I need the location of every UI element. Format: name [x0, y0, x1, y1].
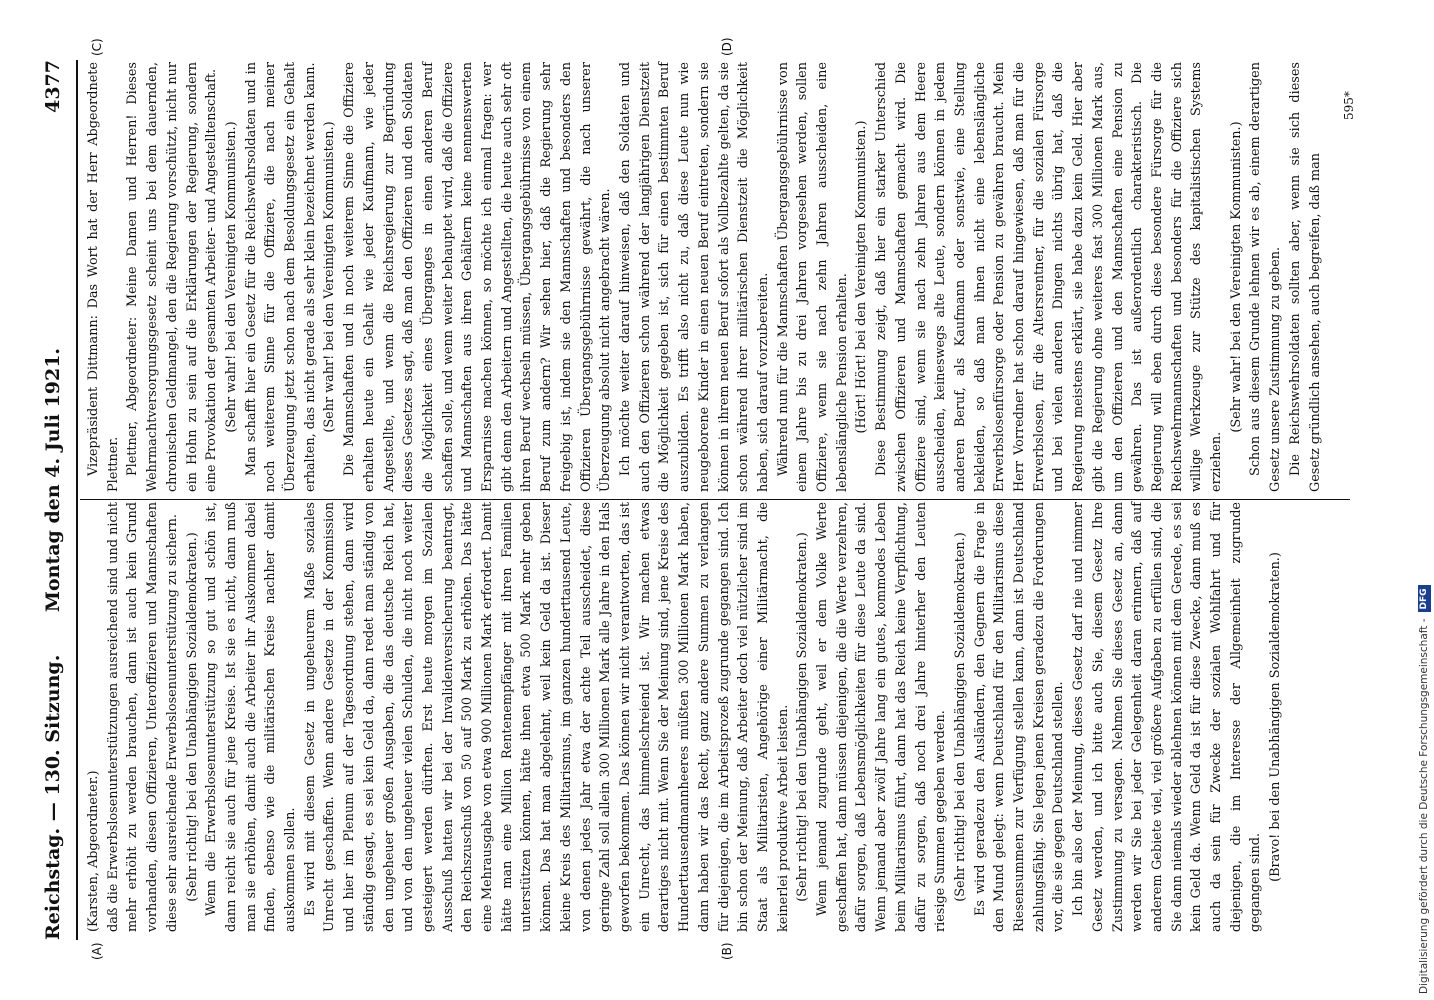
paragraph: Plettner, Abgeordneter: Meine Damen und Herren! Dieses Wehrmachtversorgungsgesetz scheint uns bei dem dauernden, chronischen Geldmangel, den die Regierung vorschützt, nicht nur ein Hohn zu sein auf die Erklärungen der Regierung, sondern eine Provokation der gesamten Arbeiter- und Angestelltenschaft. [125, 62, 220, 492]
page-number: 4377 [42, 60, 64, 113]
page-header [42, 60, 72, 940]
credit-text: Digitalisierung gefördert durch die Deutsche Forschungsgemeinschaft - [1418, 618, 1430, 994]
header-left: Reichstag. — 130. Sitzung. [42, 654, 64, 940]
paragraph: Vizepräsident Dittmann: Das Wort hat der Herr Abgeordnete Plettner. [86, 62, 121, 492]
paragraph: Ich möchte weiter darauf hinweisen, daß den Soldaten und auch den Offizieren schon während der langjährigen Dienstzeit die Möglichkeit gegeben ist, sich für einen bestimmten Beruf auszubilden. Es trifft also nicht zu, daß diese Leute nun wie neugeborene Kinder in einen neuen Beruf eintreten, sondern sie können in ihrem neuen Beruf sofort als Vollbezahlte gelten, da sie schon während ihrer militärischen Dienstzeit die Möglichkeit haben, sich darauf vorzubereiten. [617, 62, 771, 492]
interjection: (Bravo! bei den Unabhängigen Sozialdemokraten.) [1268, 552, 1284, 882]
header-date: Montag den 4. Juli 1921. [42, 347, 64, 613]
interjection: (Sehr richtig! bei den Unabhängigen Sozialdemokraten.) [795, 532, 811, 902]
interjection: (Sehr richtig! bei den Unabhängigen Sozialdemokraten.) [952, 532, 968, 902]
paragraph: Die Mannschaften und in noch weiterem Sinne die Offiziere erhalten heute ein Gehalt wie jeder Kaufmann, wie jeder Angestellte, und wenn die Reichsregierung zur Begründung dieses Gesetzes sagt, daß man den Offizieren und den Soldaten die Möglichkeit eines Überganges in einen anderen Beruf schaffen solle, und wenn weiter behauptet wird, daß die Offiziere und Mannschaften aus ihren Gehältern keine nennenswerten Ersparnisse machen können, so möchte ich einmal fragen: wer gibt denn den Arbeitern und Angestellten, die heute auch sehr oft ihren Beruf wechseln müssen, Übergangsgebührnisse von einem Beruf zum andern? Wir sehen hier, daß die Regierung sehr freigebig ist, indem sie den Mannschaften und besonders den Offizieren Übergangsgebührnisse gewährt, die nach unserer Überzeugung absolut nicht angebracht wären. [342, 62, 614, 492]
paragraph: Es wird mit diesem Gesetz in ungeheurem Maße soziales Unrecht geschaffen. Wenn andere Gesetze in der Kommission und hier im Plenum auf der Tagesordnung stehen, dann wird ständig gesagt, es sei kein Geld da, dann redet man ständig von den ungeheuer großen Ausgaben, die das deutsche Reich hat, und von den ungeheuer vielen Schulden, die nicht noch weiter gesteigert werden dürften. Erst heute morgen im Sozialen Ausschuß hatten wir bei der Invalidenversicherung beantragt, den Reichszuschuß von 50 auf 500 Mark zu erhöhen. Das hätte eine Mehrausgabe von etwa 900 Millionen Mark erfordert. Damit hätte man eine Million Rentenempfänger mit ihren Familien unterstützen können, hätte ihnen etwa 500 Mark mehr geben können. Das hat man abgelehnt, weil kein Geld da ist. Dieser kleine Kreis des Militarismus, im ganzen hunderttausend Leute, von denen jedes Jahr etwa der achte Teil ausscheidet, diese geringe Zahl soll allein 300 Millionen Mark alle Jahre in den Hals geworfen bekommen. Das können wir nicht verantworten, das ist ein Unrecht, das himmelschreiend ist. Wir machen etwas derartiges nicht mit. Wenn Sie der Meinung sind, jene Kreise des Hunderttausendmannheeres müßten 300 Millionen Mark haben, dann haben wir das Recht, ganz andere Summen zu verlangen für diejenigen, die im Arbeitsprozeß zugrunde gegangen sind. Ich bin schon der Meinung, daß Arbeiter doch viel nützlicher sind im Staat als Militaristen, Angehörige einer Militärmacht, die keinerlei produktive Arbeit leisten. [302, 502, 791, 932]
dfg-logo: DFG [1418, 585, 1431, 612]
paragraph: Diese Bestimmung zeigt, daß hier ein starker Unterschied zwischen Offizieren und Mannschaften gemacht wird. Die Offiziere sind, wenn sie nach zehn Jahren aus dem Heere ausscheiden, keineswegs alte Leute, sondern können in jedem anderen Beruf, als Kaufmann oder sonstwie, eine Stellung bekleiden, so daß man ihnen nicht eine lebenslängliche Erwerbslosenfürsorge oder Pension zu gewähren braucht. Mein Herr Vorredner hat schon darauf hingewiesen, daß man für die Erwerbslosen, für die Altersrentner, für die sozialen Fürsorge und bei vielen anderen Dingen nichts übrig hat, daß die Regierung meistens erklärt, sie habe dazu kein Geld. Hier aber gibt die Regierung ohne weiteres fast 300 Millionen Mark aus, um den Offizieren und den Mannschaften eine Pension zu gewähren. Das ist außerordentlich charakteristisch. Die Regierung will eben durch diese besondere Fürsorge für die Reichswehrmannschaften und besonders für die Offiziere sich willige Werkzeuge zur Stütze des kapitalistischen Systems erziehen. [874, 62, 1225, 492]
footer-number: 595* [1342, 91, 1356, 120]
interjection: (Sehr richtig! bei den Unabhängigen Sozialdemokraten.) [184, 532, 200, 902]
interjection: (Sehr wahr! bei den Vereinigten Kommunisten.) [223, 121, 239, 433]
paragraph: Wenn die Erwerbslosenunterstützung so gut und schön ist, dann reicht sie auch für jene Kreise. Ist sie es nicht, dann muß man sie erhöhen, damit auch die Arbeiter ihr Auskommen dabei finden, ebenso wie die militärischen Kreise nachher damit auskommen sollen. [204, 502, 299, 932]
paragraph: (Karsten, Abgeordneter.) [86, 770, 101, 932]
paragraph: Ich bin also der Meinung, dieses Gesetz darf nie und nimmer Gesetz werden, und ich bitte auch Sie, diesem Gesetz Ihre Zustimmung zu versagen. Nehmen Sie dieses Gesetz an, dann werden wir Sie bei jeder Gelegenheit daran erinnern, daß auf anderem Gebiete viel, viel größere Aufgaben zu erfüllen sind, die Sie dann niemals wieder ablehnen können mit dem Gerede, es sei kein Geld da. Wenn Geld da ist für diese Zwecke, dann muß es auch da sein für Zwecke der sozialen Wohlfahrt und für diejenigen, die im Interesse der Allgemeinheit zugrunde gegangen sind. [1071, 502, 1264, 932]
interjection: (Hört! Hört! bei den Vereinigten Kommunisten.) [854, 120, 870, 434]
margin-mark-c: (C) [90, 38, 104, 56]
paragraph: Während nun für die Mannschaften Übergangsgebührnisse von einem Jahre bis zu drei Jahren vorgesehen werden, sollen Offiziere, wenn sie nach zehn Jahren ausscheiden, eine lebenslängliche Pension erhalten. [775, 62, 850, 492]
margin-mark-d: (D) [720, 37, 734, 56]
paragraph: Es wird geradezu den Ausländern, den Gegnern die Frage in den Mund gelegt: wenn Deutschland für den Militarismus diese Riesensummen zur Verfügung stellen kann, dann ist Deutschland zahlungsfähig. Sie legen jenen Kreisen geradezu die Forderungen vor, die sie gegen Deutschland stellen. [972, 502, 1067, 932]
paragraph: Die Reichswehrsoldaten sollten aber, wenn sie sich dieses Gesetz gründlich ansehen, auch begreifen, daß man [1287, 62, 1323, 492]
paragraph: Wenn jemand zugrunde geht, weil er dem Volke Werte geschaffen hat, dann müssen diejenigen, die die Werte verzehren, dafür sorgen, daß Lebensmöglichkeiten für diese Leute da sind. Wenn jemand aber zwölf Jahre lang ein gutes, kommodes Leben beim Militarismus führt, dann hat das Reich keine Verpflichtung, dafür zu sorgen, daß noch drei Jahre hinterher den Leuten riesige Summen gegeben werden. [815, 502, 949, 932]
interjection: (Sehr wahr! bei den Vereinigten Kommunisten.) [1228, 121, 1244, 433]
header-rule [76, 60, 78, 940]
column-divider [80, 499, 1350, 500]
paragraph: Man schafft hier ein Gesetz für die Reichswehrsoldaten und in noch weiterem Sinne für die Offiziere, die nach meiner Überzeugung jetzt schon nach dem Besoldungsgesetz ein Gehalt erhalten, das nicht gerade als sehr klein bezeichnet werden kann. [243, 62, 318, 492]
right-column [84, 62, 1325, 492]
interjection: (Sehr wahr! bei den Vereinigten Kommunisten.) [322, 121, 338, 433]
digitization-credit [1411, 6, 1433, 994]
margin-mark-a: (A) [90, 942, 104, 960]
margin-mark-b: (B) [720, 942, 734, 960]
paragraph: Schon aus diesem Grunde lehnen wir es ab, einem derartigen Gesetz unsere Zustimmung zu geben. [1248, 62, 1284, 492]
left-column [84, 502, 1286, 932]
paragraph: daß die Erwerbslosenunterstützungen ausreichend sind und nicht mehr erhöht zu werden brauchen, dann ist auch kein Grund vorhanden, diesen Offizieren, Unteroffizieren und Mannschaften diese sehr ausreichende Erwerbslosenunterstützung zu sichern. [105, 502, 180, 932]
